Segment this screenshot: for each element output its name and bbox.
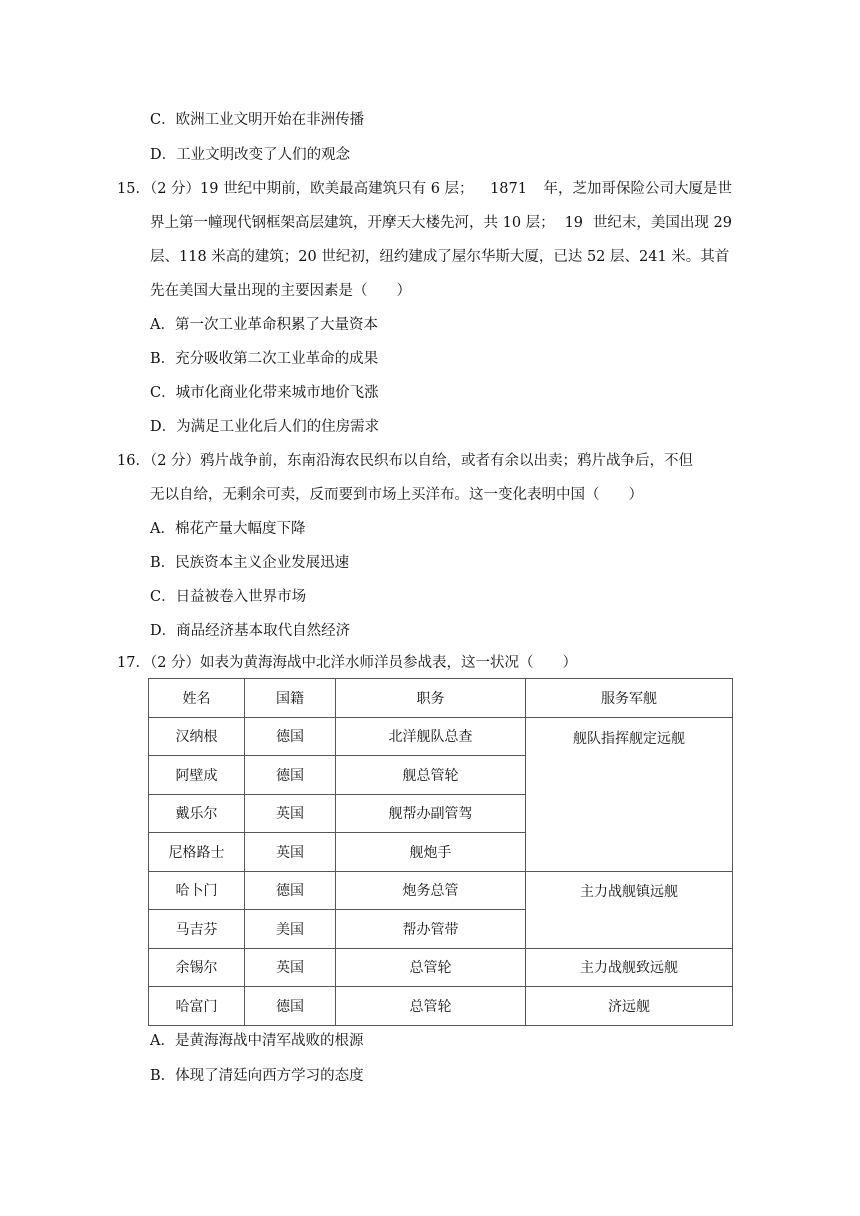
q15-line-1: 15．（2 分）19 世纪中期前，欧美最高建筑只有 6 层； 1871 年，芝加哥保险公司大厦是世	[117, 181, 732, 197]
ship-cell: 主力战舰镇远舰	[526, 871, 733, 948]
table-row: 阿壁成 德国 舰总管轮	[149, 756, 733, 795]
q16-option-c: C．日益被卷入世界市场	[150, 589, 307, 605]
q16-number: 16．	[117, 453, 150, 469]
table-row: 哈富门 德国 总管轮 济远舰	[149, 987, 733, 1026]
q16-line-1: 16．（2 分）鸦片战争前，东南沿海农民织布以自给，或者有余以出卖；鸦片战争后，不但	[117, 453, 694, 469]
q15-option-d: D．为满足工业化后人们的住房需求	[150, 419, 380, 435]
table-row: 马吉芬 美国 帮办管带	[149, 910, 733, 949]
q15-number: 15．	[117, 181, 150, 197]
table-header-row	[149, 679, 733, 718]
q16-option-a: A．棉花产量大幅度下降	[150, 521, 306, 537]
foreign-officers-table	[148, 678, 733, 1026]
table-row: 汉纳根 德国 北洋舰队总查 舰队指挥舰定远舰	[149, 717, 733, 756]
header-nationality: 国籍	[245, 679, 336, 718]
q17-option-b: B．体现了清廷向西方学习的态度	[150, 1068, 364, 1084]
q17-line-1: 17．（2 分）如表为黄海海战中北洋水师洋员参战表，这一状况（ ）	[117, 655, 578, 671]
table-row: 尼格路士 英国 舰炮手	[149, 833, 733, 872]
q15-option-c: C．城市化商业化带来城市地价飞涨	[150, 385, 379, 401]
ship-cell: 济远舰	[526, 987, 733, 1026]
table-row: 哈卜门 德国 炮务总管 主力战舰镇远舰	[149, 871, 733, 910]
q15-line-4: 先在美国大量出现的主要因素是（ ）	[150, 283, 411, 299]
q17-number: 17．	[117, 655, 150, 671]
q16-line-2: 无以自给，无剩余可卖，反而要到市场上买洋布。这一变化表明中国（ ）	[150, 487, 643, 503]
q17-option-a: A．是黄海海战中清军战败的根源	[150, 1033, 364, 1049]
option-d-prev: D．工业文明改变了人们的观念	[150, 147, 351, 163]
header-position: 职务	[336, 679, 526, 718]
header-name: 姓名	[149, 679, 245, 718]
q15-option-b: B．充分吸收第二次工业革命的成果	[150, 351, 379, 367]
header-ship: 服务军舰	[526, 679, 733, 718]
q16-option-b: B．民族资本主义企业发展迅速	[150, 555, 350, 571]
table-row: 余锡尔 英国 总管轮 主力战舰致远舰	[149, 948, 733, 987]
option-c-prev: C．欧洲工业文明开始在非洲传播	[150, 112, 365, 128]
ship-cell: 舰队指挥舰定远舰	[526, 717, 733, 871]
q15-line-2: 界上第一幢现代钢框架高层建筑，开摩天大楼先河，共 10 层； 19 世纪末，美国出现 29	[150, 215, 732, 231]
q15-line-3: 层、118 米高的建筑；20 世纪初，纽约建成了屋尔华斯大厦，已达 52 层、241 米。其首	[150, 249, 730, 265]
q15-option-a: A．第一次工业革命积累了大量资本	[150, 317, 378, 333]
ship-cell: 主力战舰致远舰	[526, 948, 733, 987]
table-row: 戴乐尔 英国 舰帮办副管驾	[149, 794, 733, 833]
q16-option-d: D．商品经济基本取代自然经济	[150, 623, 351, 639]
